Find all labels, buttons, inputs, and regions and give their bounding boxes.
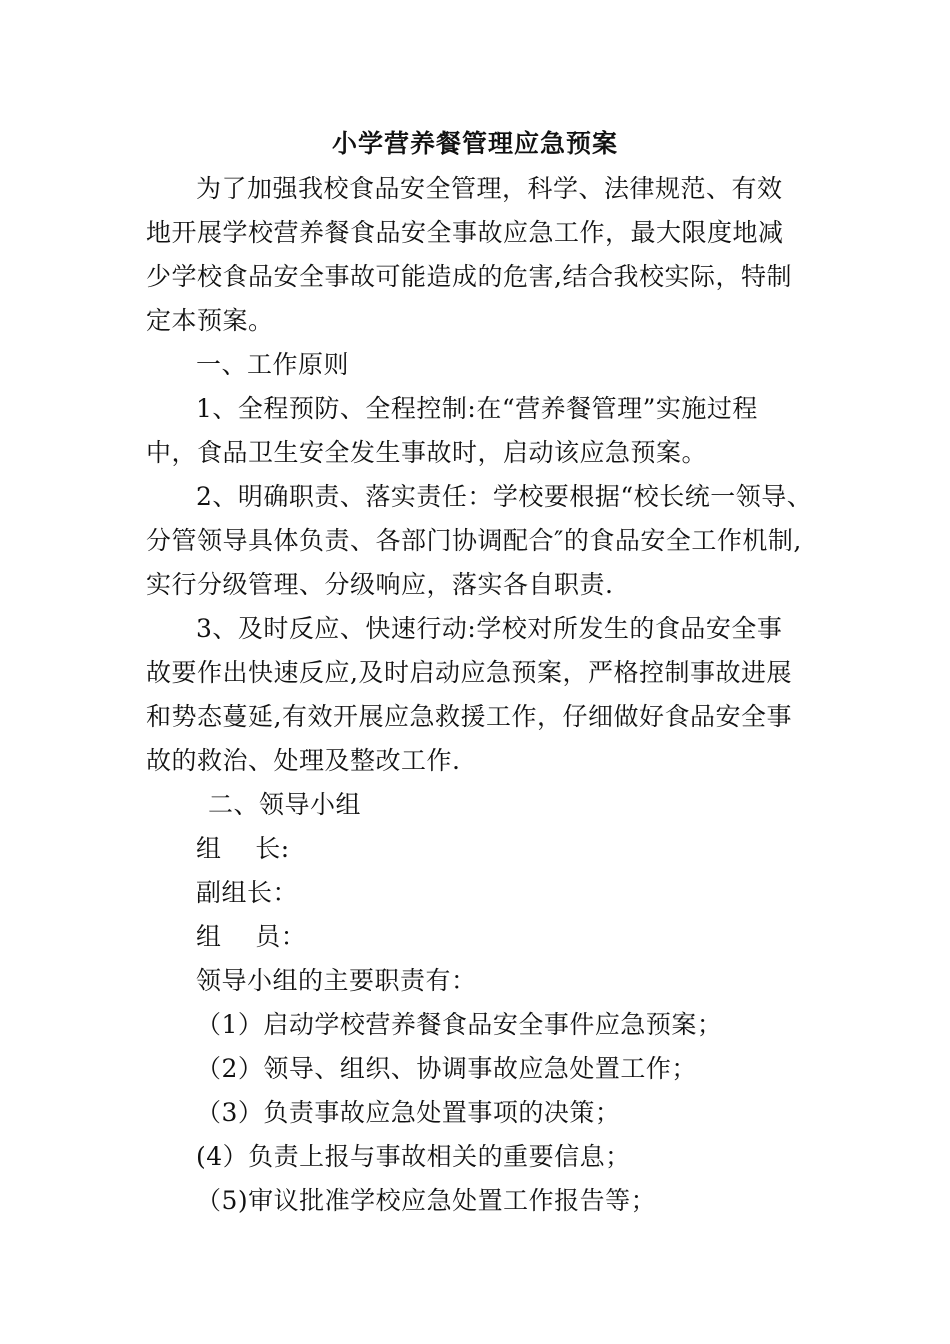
- deputy-leader-label: 副组长：: [196, 878, 299, 907]
- principle2-line-3: 实行分级管理、分级响应，落实各自职责.: [146, 570, 614, 599]
- section1-heading: 一、工作原则: [196, 350, 350, 379]
- duties-intro: 领导小组的主要职责有：: [196, 966, 477, 995]
- group-leader-label: 组 长:: [196, 834, 290, 863]
- duty-item-2: （2）领导、组织、协调事故应急处置工作；: [196, 1054, 697, 1083]
- principle3-line-4: 故的救治、处理及整改工作.: [146, 746, 461, 775]
- principle3-line-2: 故要作出快速反应,及时启动应急预案，严格控制事故进展: [146, 658, 792, 687]
- principle1-line-2: 中，食品卫生安全发生事故时，启动该应急预案。: [146, 438, 708, 467]
- principle2-line-1: 2、明确职责、落实责任：学校要根据“校长统一领导、: [196, 482, 813, 511]
- intro-line-4: 定本预案。: [146, 306, 274, 335]
- section2-heading: 二、领导小组: [208, 790, 362, 819]
- intro-line-1: 为了加强我校食品安全管理，科学、法律规范、有效: [196, 174, 783, 203]
- duty-item-4: (4）负责上报与事故相关的重要信息；: [196, 1142, 631, 1171]
- principle3-line-3: 和势态蔓延,有效开展应急救援工作，仔细做好食品安全事: [146, 702, 792, 731]
- intro-line-3: 少学校食品安全事故可能造成的危害,结合我校实际，特制: [146, 262, 792, 291]
- group-member-label: 组 员：: [196, 922, 307, 951]
- principle2-line-2: 分管领导具体负责、各部门协调配合″的食品安全工作机制,: [146, 526, 802, 555]
- principle1-line-1: 1、全程预防、全程控制:在“营养餐管理”实施过程: [196, 394, 758, 423]
- intro-line-2: 地开展学校营养餐食品安全事故应急工作，最大限度地减: [146, 218, 784, 247]
- duty-item-1: （1）启动学校营养餐食品安全事件应急预案；: [196, 1010, 723, 1039]
- duty-item-3: （3）负责事故应急处置事项的决策；: [196, 1098, 621, 1127]
- duty-item-5: （5)审议批准学校应急处置工作报告等；: [196, 1186, 657, 1215]
- document-title: 小学营养餐管理应急预案: [331, 129, 618, 158]
- principle3-line-1: 3、及时反应、快速行动:学校对所发生的食品安全事: [196, 614, 783, 643]
